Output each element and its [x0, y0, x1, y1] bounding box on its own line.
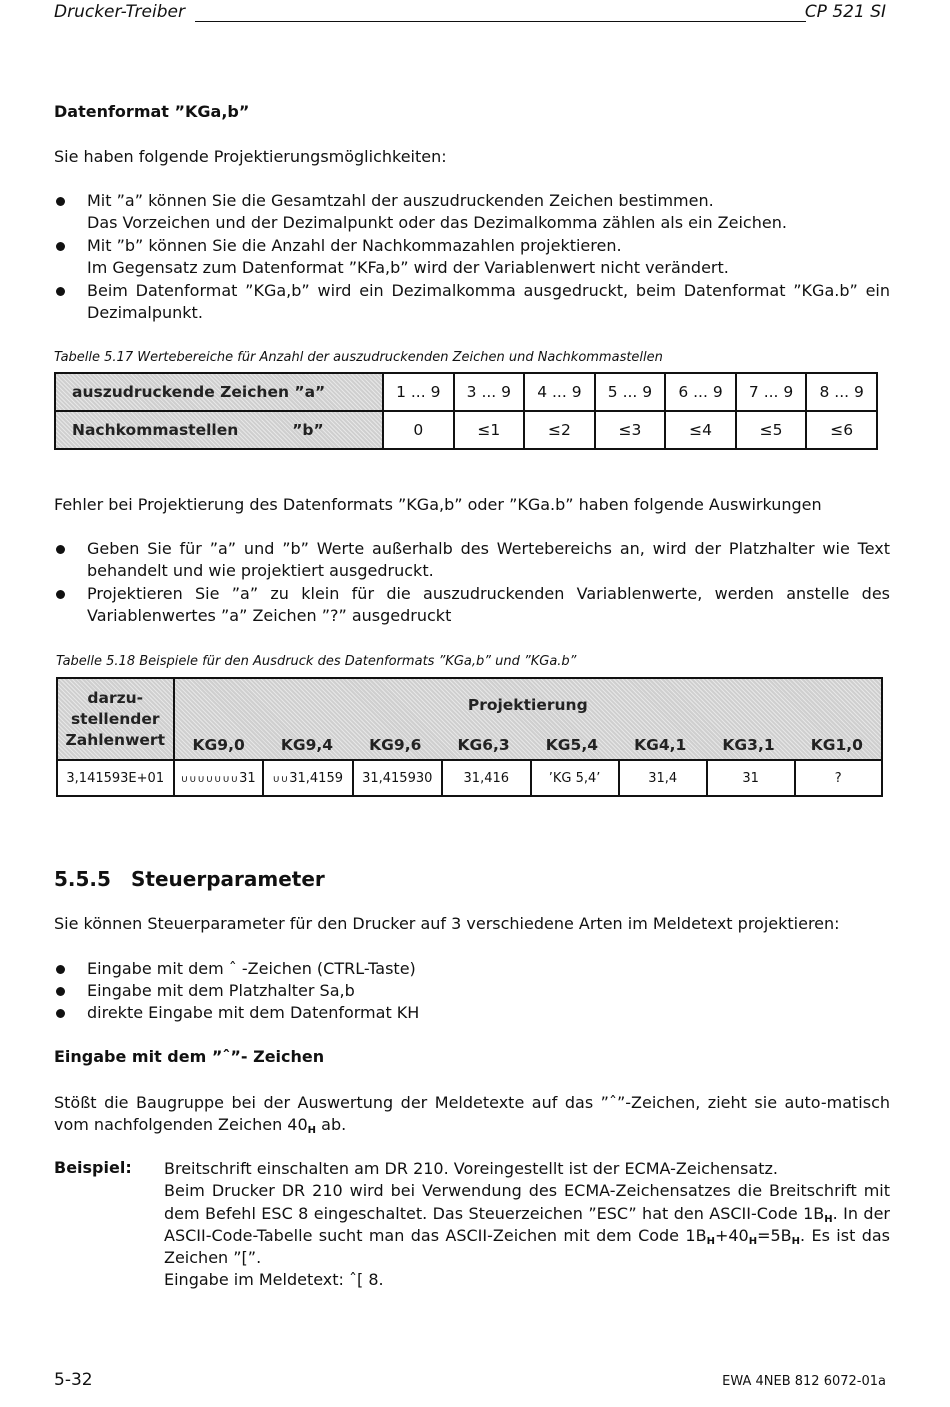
table-row — [57, 760, 882, 796]
table-cell — [174, 760, 264, 796]
bullet-dot-icon — [56, 197, 65, 206]
table-row — [55, 411, 877, 449]
table-cell — [263, 760, 352, 796]
subscript: H — [307, 1125, 317, 1137]
list-item — [54, 235, 890, 280]
bullet-dot-icon — [56, 545, 65, 554]
blank-marks: ∪∪ — [272, 773, 290, 785]
bullet-text: Projektieren Sie ”a” zu klein für die auszudruckenden Variablenwerte, werden anstelle des Variablenwertes ”a” Zeichen ”?” ausgedruckt — [87, 584, 890, 626]
bullet-text: Eingabe mit dem ˆ -Zeichen (CTRL-Taste) — [87, 959, 416, 978]
table-cell: ’KG 5,4’ — [531, 760, 619, 796]
bullet-dot-icon — [56, 1009, 65, 1018]
example-label: Beispiel: — [54, 1158, 132, 1177]
list-item — [54, 190, 890, 235]
format-header: KG4,1 — [634, 736, 687, 754]
section-title-kgab: Datenformat ”KGa,b” — [54, 102, 250, 121]
format-header: KG3,1 — [722, 736, 775, 754]
table-value-ranges — [54, 372, 878, 450]
table-row — [57, 678, 882, 760]
document-id: EWA 4NEB 812 6072-01a — [722, 1374, 886, 1389]
bullet-text: Beim Datenformat ”KGa,b” wird ein Dezimalkomma ausgedruckt, beim Datenformat ”KGa.b” ein Dezimalpunkt. — [87, 281, 890, 323]
section-intro: Sie haben folgende Projektierungsmöglichkeiten: — [54, 147, 447, 166]
table-cell: ≤4 — [665, 411, 736, 449]
bullet-dot-icon — [56, 287, 65, 296]
section-title-steuerparameter: Steuerparameter — [131, 867, 325, 891]
bullet-text: direkte Eingabe mit dem Datenformat KH — [87, 1003, 420, 1022]
format-header: KG9,4 — [280, 736, 334, 754]
bullet-text: Geben Sie für ”a” und ”b” Werte außerhalb des Wertebereichs an, wird der Platzhalter wie Text behandelt und wie projektiert ausgedruckt. — [87, 539, 890, 581]
table-cell: 5 ... 9 — [595, 373, 666, 411]
table-cell: ? — [795, 760, 883, 796]
table-row — [55, 373, 877, 411]
format-header: KG9,6 — [369, 736, 422, 754]
list-item — [54, 280, 890, 325]
subscript: H — [706, 1235, 715, 1247]
header-line: stellender — [70, 709, 160, 728]
row-header-a: auszudruckende Zeichen ”a” — [55, 373, 383, 411]
bullet-text: Mit ”a” können Sie die Gesamtzahl der auszudruckenden Zeichen bestimmen. — [87, 191, 714, 210]
paragraph — [54, 1092, 890, 1137]
col-header-projektierung — [174, 678, 883, 760]
subsection-title: Eingabe mit dem ”ˆ”- Zeichen — [54, 1047, 325, 1066]
section2-intro: Sie können Steuerparameter für den Drucker auf 3 verschiedene Arten im Meldetext projektieren: — [54, 914, 840, 933]
example-text: Beim Drucker DR 210 wird bei Verwendung des ECMA-Zeichensatzes die Breitschrift mit dem Befehl ESC 8 eingeschaltet. Das Steuerzeichen ”ESC” hat den ASCII-Code 1B — [164, 1181, 890, 1223]
list-item — [54, 583, 890, 628]
list-item — [54, 538, 890, 583]
format-headers — [175, 736, 882, 754]
example-paragraph — [164, 1180, 890, 1269]
header-left: Drucker-Treiber — [54, 2, 185, 22]
bullet-text: Im Gegensatz zum Datenformat ”KFa,b” wird der Variablenwert nicht verändert. — [87, 258, 729, 278]
errors-intro: Fehler bei Projektierung des Datenformats ”KGa,b” oder ”KGa.b” haben folgende Auswirkungen — [54, 495, 822, 514]
table-cell: 31,4 — [619, 760, 707, 796]
subscript: H — [791, 1235, 801, 1247]
table-cell: 31,415930 — [353, 760, 442, 796]
bullet-text: Mit ”b” können Sie die Anzahl der Nachkommazahlen projektieren. — [87, 236, 622, 255]
example-text: =5B — [757, 1225, 792, 1245]
bullet-dot-icon — [56, 590, 65, 599]
group-header: Projektierung — [467, 696, 588, 714]
table-examples — [56, 677, 883, 797]
example-line: Breitschrift einschalten am DR 210. Voreingestellt ist der ECMA-Zeichensatz. — [164, 1159, 778, 1178]
result-text: 31,4159 — [289, 770, 343, 786]
table-caption: Tabelle 5.18 Beispiele für den Ausdruck des Datenformats ”KGa,b” und ”KGa.b” — [56, 654, 577, 669]
table-cell-value: 3,141593E+01 — [57, 760, 174, 796]
table-cell: 1 ... 9 — [383, 373, 454, 411]
format-header: KG1,0 — [810, 736, 863, 754]
table-cell: 3 ... 9 — [454, 373, 525, 411]
table-caption: Tabelle 5.17 Wertebereiche für Anzahl der auszudruckenden Zeichen und Nachkommastellen — [54, 350, 663, 365]
page-number: 5-32 — [54, 1370, 93, 1390]
bullet-text: Das Vorzeichen und der Dezimalpunkt oder das Dezimalkomma zählen als ein Zeichen. — [87, 213, 787, 233]
example-text: . Es ist das Zeichen ”[”. — [164, 1225, 891, 1268]
list-item — [54, 980, 890, 1002]
bullet-dot-icon — [56, 242, 65, 251]
table-cell: ≤6 — [806, 411, 877, 449]
paragraph-text: Stößt die Baugruppe bei der Auswertung der Meldetexte auf das ”ˆ”-Zeichen, zieht sie auto-matisch vom nachfolgenden Zeichen 40 — [54, 1093, 890, 1135]
header-line: darzu- — [87, 688, 144, 707]
example-text: . In der ASCII-Code-Tabelle sucht man das ASCII-Zeichen mit dem Code 1B — [164, 1203, 890, 1245]
table-cell: 4 ... 9 — [524, 373, 595, 411]
table-cell: ≤5 — [736, 411, 807, 449]
format-header: KG5,4 — [545, 736, 598, 754]
bullet-dot-icon — [56, 965, 65, 974]
example-line: Eingabe im Meldetext: ˆ[ 8. — [164, 1270, 384, 1290]
format-header: KG9,0 — [192, 736, 245, 754]
list-item — [54, 1002, 890, 1024]
header-rule — [195, 21, 806, 22]
section-number: 5.5.5 — [54, 867, 111, 891]
table-cell: 31,416 — [442, 760, 531, 796]
table-cell: 6 ... 9 — [665, 373, 736, 411]
subscript: H — [824, 1213, 833, 1225]
header-right: CP 521 SI — [804, 2, 886, 22]
table-cell: 31 — [707, 760, 795, 796]
bullet-dot-icon — [56, 987, 65, 996]
header-line: Zahlenwert — [65, 730, 165, 749]
table-cell: 0 — [383, 411, 454, 449]
row-header-b: Nachkommastellen ”b” — [55, 411, 383, 449]
example-text: +40 — [714, 1225, 749, 1245]
col-header-value — [57, 678, 174, 760]
result-text: 31 — [239, 770, 256, 786]
table-cell: 8 ... 9 — [806, 373, 877, 411]
example-block — [164, 1158, 890, 1292]
paragraph-text: ab. — [316, 1115, 347, 1135]
format-header: KG6,3 — [457, 736, 510, 754]
table-cell: ≤3 — [595, 411, 666, 449]
list-item — [54, 958, 890, 980]
table-cell: ≤2 — [524, 411, 595, 449]
table-cell: 7 ... 9 — [736, 373, 807, 411]
table-cell: ≤1 — [454, 411, 525, 449]
bullet-text: Eingabe mit dem Platzhalter Sa,b — [87, 981, 355, 1000]
subscript: H — [748, 1235, 758, 1247]
blank-marks: ∪∪∪∪∪∪∪ — [180, 773, 240, 785]
